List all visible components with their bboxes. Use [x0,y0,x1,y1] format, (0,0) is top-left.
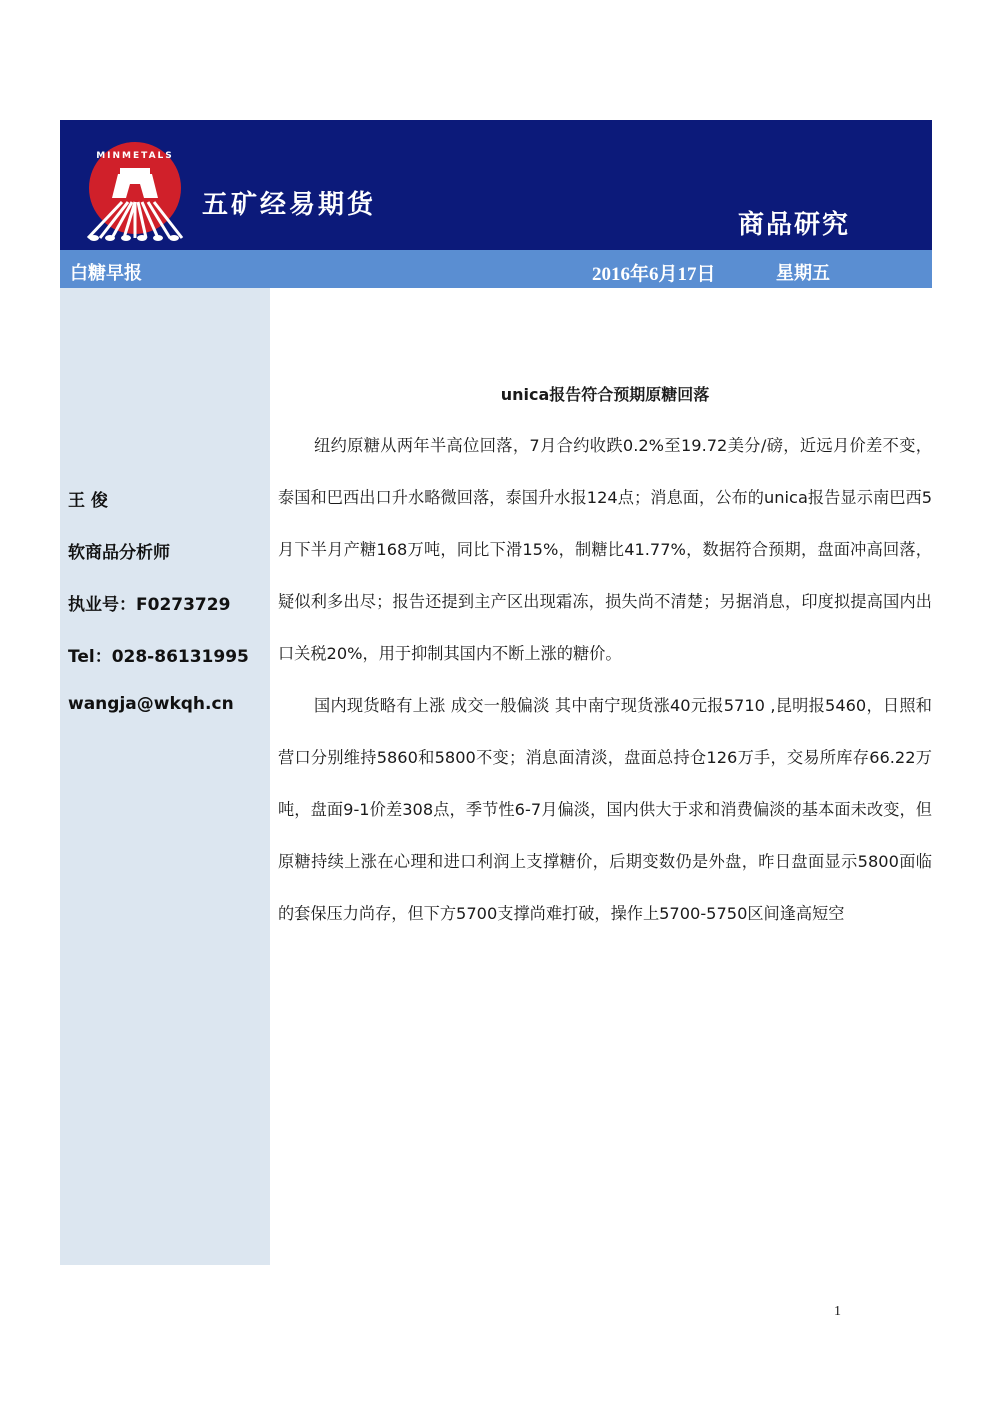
author-sidebar [60,288,270,1265]
section-title: 商品研究 [738,210,851,240]
article-paragraph-1: 纽约原糖从两年半高位回落，7月合约收跌0.2%至19.72美分/磅，近远月价差不变，泰国和巴西出口升水略微回落，泰国升水报124点；消息面，公布的unica报告显示南巴西5月下半月产糖168万吨，同比下滑15%，制糖比41.77%，数据符合预期，盘面冲高回落，疑似利多出尽；报告还提到主产区出现霜冻，损失尚不清楚；另据消息，印度拟提高国内出口关税20%，用于抑制其国内不断上涨的糖价。 [278,436,932,663]
page-number: 1 [834,1304,841,1319]
report-subbar [60,250,932,288]
report-date: 2016年6月17日 [592,264,716,285]
report-type: 白糖早报 [70,263,142,284]
company-name: 五矿经易期货 [202,190,377,220]
author-license: 执业号：F0273729 [68,595,231,615]
author-title: 软商品分析师 [68,543,170,563]
article-paragraph-2: 国内现货略有上涨 成交一般偏淡 其中南宁现货涨40元报5710 ,昆明报5460，日照和营口分别维持5860和5800不变；消息面清淡，盘面总持仓126万手，交易所库存66.22万吨，盘面9-1价差308点，季节性6-7月偏淡，国内供大于求和消费偏淡的基本面未改变，但原糖持续上涨在心理和进口利润上支撑糖价，后期变数仍是外盘，昨日盘面显示5800面临的套保压力尚存，但下方5700支撑尚难打破，操作上5700-5750区间逢高短空 [278,696,932,923]
minmetals-logo [82,138,188,244]
author-email: wangja@wkqh.cn [68,694,234,714]
article-title: unica报告符合预期原糖回落 [500,385,710,404]
author-name: 王 俊 [68,491,108,511]
svg-text:MINMETALS: MINMETALS [96,151,174,161]
author-tel: Tel：028-86131995 [68,647,249,667]
report-header [60,120,932,250]
report-weekday: 星期五 [776,263,830,284]
